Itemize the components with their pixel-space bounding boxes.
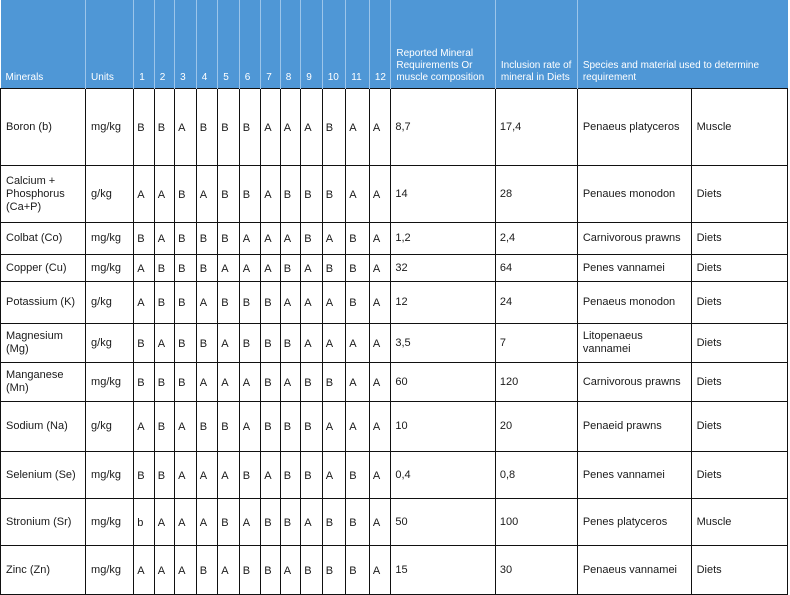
cell-code-4: A (196, 363, 218, 402)
cell-code-12: A (369, 499, 391, 546)
cell-code-3: A (175, 452, 197, 499)
cell-material: Muscle (691, 89, 787, 166)
cell-code-3: B (175, 223, 197, 255)
cell-inclusion: 20 (495, 402, 577, 452)
cell-species: Penaeid prawns (577, 402, 691, 452)
cell-inclusion: 120 (495, 363, 577, 402)
cell-unit: mg/kg (86, 89, 134, 166)
header-col-5: 5 (218, 0, 240, 89)
cell-code-6: B (239, 324, 261, 363)
cell-code-9: B (301, 546, 323, 595)
cell-code-9: B (301, 402, 323, 452)
cell-code-9: A (301, 89, 323, 166)
cell-code-3: A (175, 89, 197, 166)
cell-code-12: A (369, 166, 391, 223)
cell-code-10: A (322, 452, 346, 499)
cell-code-8: B (280, 499, 300, 546)
cell-code-7: A (261, 166, 280, 223)
cell-mineral: Calcium + Phosphorus (Ca+P) (1, 166, 86, 223)
cell-code-5: B (218, 166, 240, 223)
cell-code-7: A (261, 255, 280, 282)
cell-code-12: A (369, 282, 391, 324)
cell-code-4: B (196, 324, 218, 363)
cell-mineral: Boron (b) (1, 89, 86, 166)
cell-species: Penes vannamei (577, 452, 691, 499)
table-row (1, 324, 788, 363)
cell-code-9: B (301, 363, 323, 402)
cell-code-5: B (218, 402, 240, 452)
cell-inclusion: 64 (495, 255, 577, 282)
cell-code-10: B (322, 166, 346, 223)
cell-code-1: A (134, 255, 154, 282)
cell-code-6: B (239, 166, 261, 223)
cell-code-8: A (280, 546, 300, 595)
cell-mineral: Zinc (Zn) (1, 546, 86, 595)
cell-code-11: A (346, 363, 370, 402)
cell-code-12: A (369, 324, 391, 363)
cell-mineral: Colbat (Co) (1, 223, 86, 255)
header-col-3: 3 (175, 0, 197, 89)
cell-code-5: A (218, 546, 240, 595)
header-inclusion: Inclusion rate of mineral in Diets (495, 0, 577, 89)
cell-code-3: A (175, 546, 197, 595)
cell-code-8: B (280, 402, 300, 452)
cell-code-5: B (218, 282, 240, 324)
cell-code-6: B (239, 546, 261, 595)
cell-code-4: B (196, 89, 218, 166)
cell-species: Penaeus vannamei (577, 546, 691, 595)
cell-code-3: B (175, 255, 197, 282)
cell-code-10: A (322, 223, 346, 255)
cell-code-5: B (218, 89, 240, 166)
cell-reported: 60 (391, 363, 496, 402)
header-col-4: 4 (196, 0, 218, 89)
cell-code-10: A (322, 402, 346, 452)
cell-reported: 1,2 (391, 223, 496, 255)
cell-code-5: A (218, 452, 240, 499)
cell-code-11: A (346, 166, 370, 223)
cell-code-4: A (196, 166, 218, 223)
header-col-8: 8 (280, 0, 300, 89)
cell-code-6: A (239, 402, 261, 452)
cell-species: Penes platyceros (577, 499, 691, 546)
cell-unit: mg/kg (86, 363, 134, 402)
header-col-7: 7 (261, 0, 280, 89)
cell-code-11: B (346, 546, 370, 595)
cell-code-12: A (369, 546, 391, 595)
cell-code-8: A (280, 363, 300, 402)
cell-code-2: B (154, 363, 174, 402)
cell-code-7: A (261, 223, 280, 255)
cell-code-3: A (175, 402, 197, 452)
cell-code-6: A (239, 499, 261, 546)
table-row (1, 89, 788, 166)
cell-code-2: B (154, 255, 174, 282)
cell-unit: mg/kg (86, 499, 134, 546)
cell-code-1: B (134, 324, 154, 363)
cell-code-9: A (301, 324, 323, 363)
cell-code-1: B (134, 89, 154, 166)
cell-mineral: Stronium (Sr) (1, 499, 86, 546)
cell-species: Penes vannamei (577, 255, 691, 282)
cell-code-10: B (322, 499, 346, 546)
cell-code-6: B (239, 89, 261, 166)
cell-inclusion: 2,4 (495, 223, 577, 255)
cell-code-12: A (369, 452, 391, 499)
cell-species: Carnivorous prawns (577, 363, 691, 402)
cell-code-11: B (346, 452, 370, 499)
cell-code-12: A (369, 402, 391, 452)
header-col-11: 11 (346, 0, 370, 89)
cell-code-5: B (218, 499, 240, 546)
cell-material: Diets (691, 282, 787, 324)
cell-code-5: A (218, 324, 240, 363)
table-row (1, 499, 788, 546)
cell-code-11: B (346, 255, 370, 282)
cell-code-2: B (154, 402, 174, 452)
cell-code-3: B (175, 166, 197, 223)
cell-code-3: B (175, 363, 197, 402)
cell-material: Diets (691, 546, 787, 595)
cell-code-2: A (154, 546, 174, 595)
cell-species: Penaeus monodon (577, 282, 691, 324)
cell-code-8: A (280, 89, 300, 166)
cell-code-3: B (175, 282, 197, 324)
cell-code-9: A (301, 255, 323, 282)
cell-unit: mg/kg (86, 255, 134, 282)
cell-code-8: B (280, 324, 300, 363)
header-reported: Reported Mineral Requirements Or muscle composition (391, 0, 496, 89)
cell-material: Muscle (691, 499, 787, 546)
cell-code-5: A (218, 255, 240, 282)
cell-code-1: A (134, 402, 154, 452)
cell-code-11: B (346, 282, 370, 324)
cell-code-5: B (218, 223, 240, 255)
cell-species: Carnivorous prawns (577, 223, 691, 255)
cell-code-10: B (322, 363, 346, 402)
cell-code-6: B (239, 282, 261, 324)
cell-code-4: B (196, 223, 218, 255)
cell-code-8: B (280, 166, 300, 223)
cell-code-12: A (369, 223, 391, 255)
cell-material: Diets (691, 363, 787, 402)
cell-code-5: A (218, 363, 240, 402)
cell-mineral: Selenium (Se) (1, 452, 86, 499)
cell-code-7: B (261, 546, 280, 595)
cell-code-2: A (154, 166, 174, 223)
cell-unit: g/kg (86, 166, 134, 223)
cell-material: Diets (691, 452, 787, 499)
table-row (1, 282, 788, 324)
cell-mineral: Manganese (Mn) (1, 363, 86, 402)
cell-material: Diets (691, 166, 787, 223)
cell-code-7: B (261, 282, 280, 324)
cell-code-1: A (134, 282, 154, 324)
cell-inclusion: 100 (495, 499, 577, 546)
cell-material: Diets (691, 402, 787, 452)
cell-code-1: A (134, 166, 154, 223)
cell-reported: 10 (391, 402, 496, 452)
cell-reported: 14 (391, 166, 496, 223)
header-col-12: 12 (369, 0, 391, 89)
cell-code-10: A (322, 282, 346, 324)
cell-code-1: A (134, 546, 154, 595)
cell-code-2: B (154, 452, 174, 499)
cell-code-1: B (134, 363, 154, 402)
cell-code-6: B (239, 452, 261, 499)
cell-code-12: A (369, 363, 391, 402)
cell-unit: mg/kg (86, 223, 134, 255)
cell-code-6: A (239, 223, 261, 255)
header-col-9: 9 (301, 0, 323, 89)
cell-code-7: B (261, 324, 280, 363)
cell-unit: g/kg (86, 402, 134, 452)
cell-material: Diets (691, 255, 787, 282)
cell-code-11: A (346, 89, 370, 166)
header-col-1: 1 (134, 0, 154, 89)
cell-code-6: A (239, 255, 261, 282)
cell-mineral: Magnesium (Mg) (1, 324, 86, 363)
cell-code-4: A (196, 452, 218, 499)
cell-code-11: A (346, 324, 370, 363)
cell-code-8: B (280, 452, 300, 499)
cell-code-8: A (280, 223, 300, 255)
header-col-2: 2 (154, 0, 174, 89)
cell-unit: g/kg (86, 324, 134, 363)
cell-code-7: B (261, 499, 280, 546)
header-col-10: 10 (322, 0, 346, 89)
cell-code-9: B (301, 223, 323, 255)
cell-reported: 50 (391, 499, 496, 546)
cell-inclusion: 30 (495, 546, 577, 595)
cell-mineral: Potassium (K) (1, 282, 86, 324)
cell-code-11: A (346, 402, 370, 452)
table-row (1, 363, 788, 402)
cell-reported: 32 (391, 255, 496, 282)
header-minerals: Minerals (1, 0, 86, 89)
cell-code-11: B (346, 223, 370, 255)
cell-unit: g/kg (86, 282, 134, 324)
cell-code-2: A (154, 324, 174, 363)
cell-code-7: A (261, 89, 280, 166)
cell-code-10: B (322, 255, 346, 282)
header-col-6: 6 (239, 0, 261, 89)
cell-code-8: A (280, 282, 300, 324)
cell-code-4: B (196, 402, 218, 452)
cell-mineral: Copper (Cu) (1, 255, 86, 282)
table-row (1, 255, 788, 282)
cell-material: Diets (691, 223, 787, 255)
cell-code-7: B (261, 363, 280, 402)
cell-code-2: A (154, 223, 174, 255)
header-units: Units (86, 0, 134, 89)
cell-species: Penaeus platyceros (577, 89, 691, 166)
cell-code-3: B (175, 324, 197, 363)
table-row (1, 166, 788, 223)
cell-code-2: B (154, 89, 174, 166)
cell-code-4: A (196, 499, 218, 546)
cell-reported: 8,7 (391, 89, 496, 166)
cell-reported: 0,4 (391, 452, 496, 499)
cell-code-9: B (301, 452, 323, 499)
table-row (1, 452, 788, 499)
table-body (1, 89, 788, 595)
cell-code-10: B (322, 89, 346, 166)
cell-code-10: B (322, 546, 346, 595)
header-species: Species and material used to determine requirement (577, 0, 787, 89)
cell-material: Diets (691, 324, 787, 363)
cell-code-10: A (322, 324, 346, 363)
cell-code-12: A (369, 255, 391, 282)
cell-species: Penaues monodon (577, 166, 691, 223)
cell-reported: 3,5 (391, 324, 496, 363)
cell-code-3: A (175, 499, 197, 546)
cell-reported: 15 (391, 546, 496, 595)
table-row (1, 402, 788, 452)
cell-code-1: B (134, 452, 154, 499)
cell-code-6: A (239, 363, 261, 402)
cell-unit: mg/kg (86, 452, 134, 499)
cell-code-4: B (196, 546, 218, 595)
cell-mineral: Sodium (Na) (1, 402, 86, 452)
cell-code-2: B (154, 282, 174, 324)
cell-code-7: A (261, 452, 280, 499)
cell-inclusion: 28 (495, 166, 577, 223)
cell-inclusion: 0,8 (495, 452, 577, 499)
header-row (1, 0, 788, 89)
cell-species: Litopenaeus vannamei (577, 324, 691, 363)
cell-inclusion: 7 (495, 324, 577, 363)
cell-code-1: B (134, 223, 154, 255)
cell-code-11: B (346, 499, 370, 546)
cell-code-9: A (301, 499, 323, 546)
cell-code-2: A (154, 499, 174, 546)
table-row (1, 223, 788, 255)
cell-code-4: A (196, 282, 218, 324)
cell-code-7: B (261, 402, 280, 452)
table-row (1, 546, 788, 595)
cell-inclusion: 24 (495, 282, 577, 324)
cell-code-1: b (134, 499, 154, 546)
cell-code-12: A (369, 89, 391, 166)
cell-reported: 12 (391, 282, 496, 324)
cell-code-8: B (280, 255, 300, 282)
cell-code-9: A (301, 282, 323, 324)
cell-code-9: B (301, 166, 323, 223)
cell-code-4: B (196, 255, 218, 282)
cell-inclusion: 17,4 (495, 89, 577, 166)
cell-unit: mg/kg (86, 546, 134, 595)
